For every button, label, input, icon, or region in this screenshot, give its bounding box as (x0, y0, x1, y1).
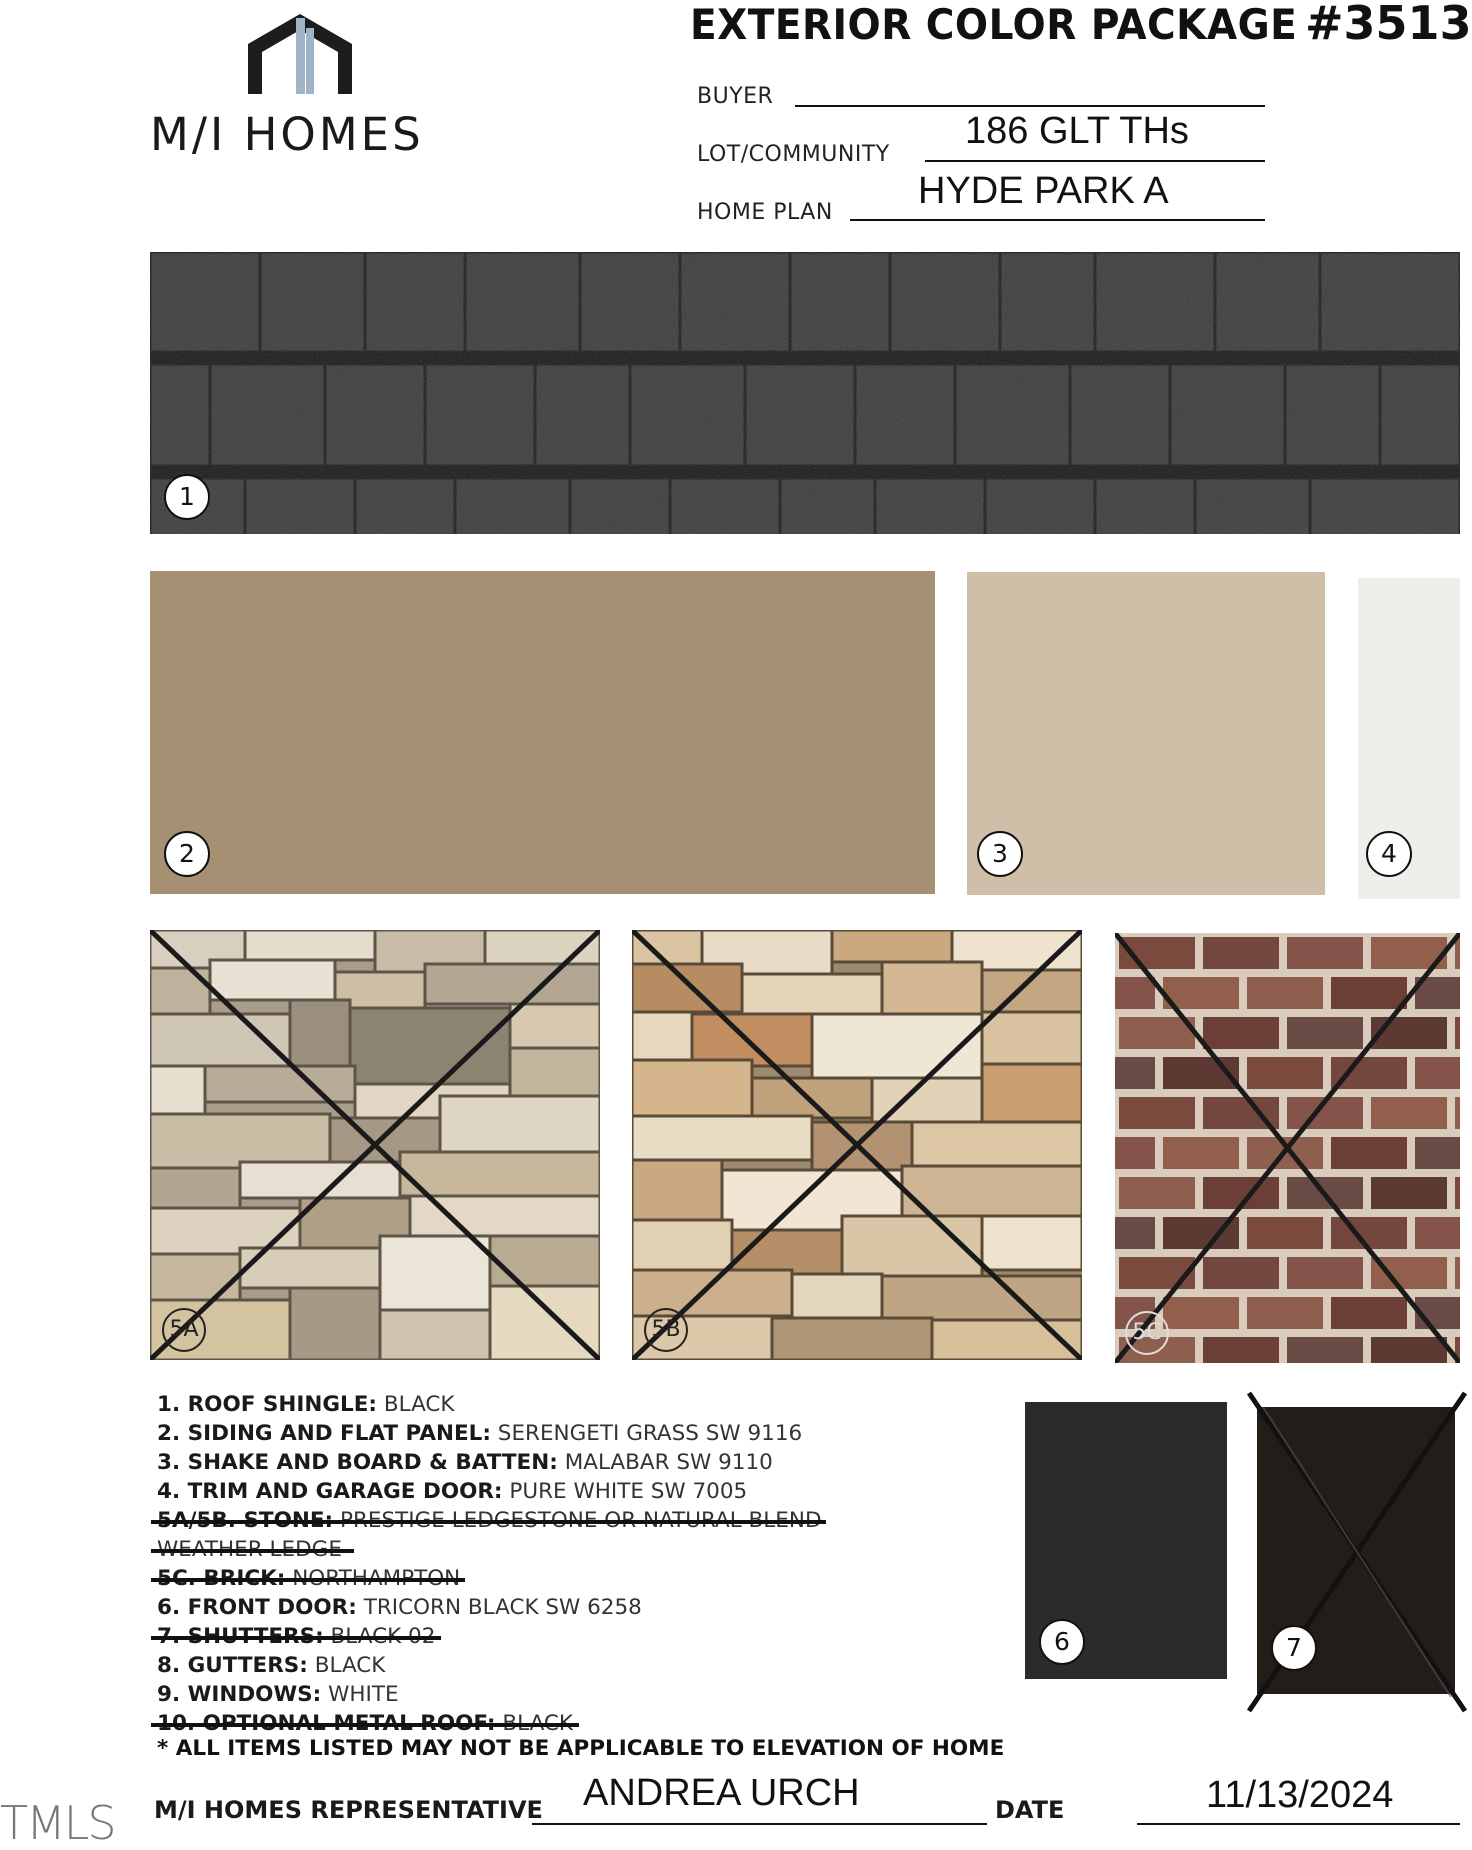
watermark: TMLS (0, 1796, 115, 1850)
spec-label: 2. SIDING AND FLAT PANEL: (157, 1421, 491, 1446)
swatch-number-badge: 2 (164, 831, 210, 877)
swatch-number-badge: 6 (1039, 1619, 1085, 1665)
swatch-number-badge: 5B (644, 1308, 688, 1352)
stone-5b-swatch (632, 930, 1082, 1360)
swatch-number-badge: 5C (1125, 1311, 1169, 1355)
representative-line (532, 1823, 987, 1825)
spec-label: 8. GUTTERS: (157, 1653, 308, 1678)
date-value: 11/13/2024 (1206, 1774, 1394, 1816)
spec-value: SERENGETI GRASS SW 9116 (497, 1421, 803, 1446)
strike-through-line (151, 1549, 354, 1553)
spec-label: 9. WINDOWS: (157, 1682, 322, 1707)
swatch-number-badge: 4 (1366, 831, 1412, 877)
company-logo-text: M/I HOMES (150, 108, 424, 161)
stone-5a-swatch (150, 930, 600, 1360)
strike-through-line (151, 1520, 826, 1524)
spec-value: TRICORN BLACK SW 6258 (363, 1595, 642, 1620)
ledgestone-texture (150, 930, 600, 1360)
spec-label: 3. SHAKE AND BOARD & BATTEN: (157, 1450, 558, 1475)
date-line (1137, 1823, 1460, 1825)
roof-shingle-swatch (150, 252, 1460, 534)
strike-through-line (151, 1578, 465, 1582)
swatch-number-badge: 3 (977, 831, 1023, 877)
spec-item (157, 1680, 1047, 1709)
spec-item (157, 1622, 1047, 1651)
brick-5c-swatch (1115, 933, 1460, 1363)
spec-item (157, 1506, 1047, 1535)
spec-value: BLACK (383, 1392, 455, 1417)
cross-out-mark (1243, 1387, 1471, 1717)
siding-color-swatch (150, 571, 935, 894)
trim-color-swatch (1358, 578, 1460, 899)
date-label: DATE (995, 1796, 1065, 1824)
shake-color-swatch (967, 572, 1325, 895)
spec-item (157, 1419, 1047, 1448)
spec-value: PURE WHITE SW 7005 (509, 1479, 748, 1504)
shutters-color-swatch (1257, 1407, 1455, 1694)
spec-value: MALABAR SW 9110 (564, 1450, 773, 1475)
spec-item (157, 1593, 1047, 1622)
lot-community-label: LOT/COMMUNITY (697, 142, 890, 167)
swatch-number-badge: 5A (162, 1308, 206, 1352)
spec-item (157, 1448, 1047, 1477)
package-number: #3513 (1305, 0, 1472, 50)
spec-item (157, 1651, 1047, 1680)
page-title: EXTERIOR COLOR PACKAGE (690, 0, 1298, 49)
spec-value: BLACK (314, 1653, 386, 1678)
swatch-number-badge: 1 (164, 474, 210, 520)
home-plan-value: HYDE PARK A (918, 170, 1169, 212)
home-plan-label: HOME PLAN (697, 200, 833, 225)
spec-value: WHITE (328, 1682, 399, 1707)
shingle-texture (150, 252, 1460, 534)
lot-community-line (925, 160, 1265, 162)
house-icon (240, 10, 360, 94)
buyer-label: BUYER (697, 84, 774, 109)
natural-blend-texture (632, 930, 1082, 1360)
applicability-note: * ALL ITEMS LISTED MAY NOT BE APPLICABLE TO ELEVATION OF HOME (157, 1736, 1005, 1761)
lot-community-value: 186 GLT THs (965, 110, 1189, 152)
representative-label: M/I HOMES REPRESENTATIVE (154, 1796, 543, 1824)
spec-label: 4. TRIM AND GARAGE DOOR: (157, 1479, 503, 1504)
representative-name: ANDREA URCH (583, 1772, 860, 1814)
brick-texture (1115, 933, 1460, 1363)
strike-through-line (151, 1723, 579, 1727)
spec-label: 6. FRONT DOOR: (157, 1595, 357, 1620)
spec-item (157, 1477, 1047, 1506)
buyer-line (795, 105, 1265, 107)
spec-item (157, 1709, 1047, 1738)
home-plan-line (850, 219, 1265, 221)
spec-item (157, 1390, 1047, 1419)
spec-item (157, 1535, 1047, 1564)
spec-list (157, 1390, 1047, 1738)
strike-through-line (151, 1636, 441, 1640)
front-door-color-swatch (1025, 1402, 1227, 1679)
spec-item (157, 1564, 1047, 1593)
spec-label: 1. ROOF SHINGLE: (157, 1392, 377, 1417)
swatch-number-badge: 7 (1271, 1625, 1317, 1671)
